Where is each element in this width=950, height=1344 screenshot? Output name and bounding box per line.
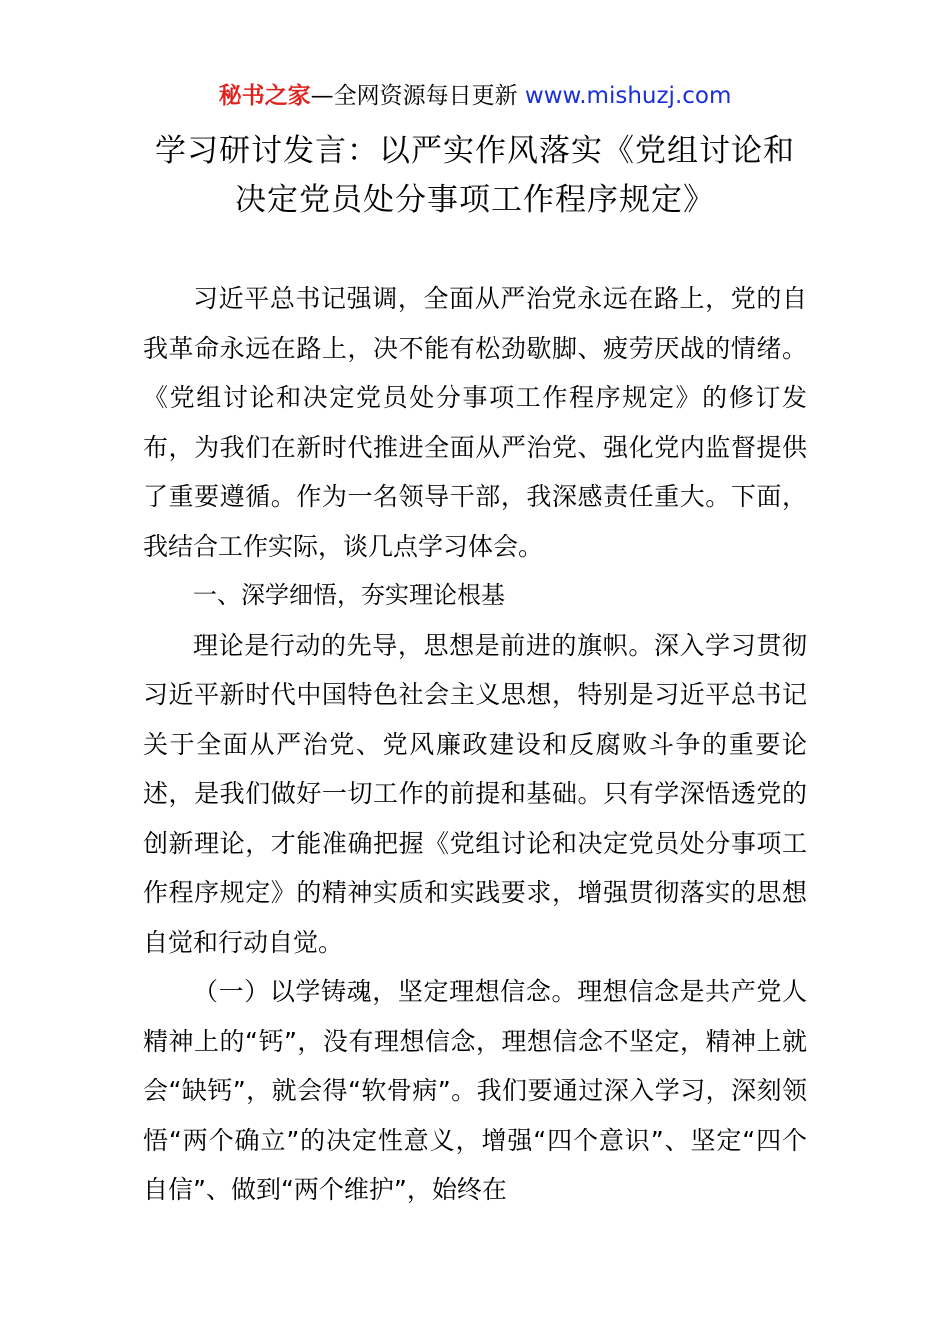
section-heading-1: 一、深学细悟，夯实理论根基 <box>193 581 505 609</box>
site-header <box>0 80 950 112</box>
intro-paragraph: 习近平总书记强调，全面从严治党永远在路上，党的自我革命永远在路上，决不能有松劲歇脚、疲劳厌战的情绪。《党组讨论和决定党员处分事项工作程序规定》的修订发布，为我们在新时代推进全面从严治党、强化党内监督提供了重要遵循。作为一名领导干部，我深感责任重大。下面，我结合工作实际，谈几点学习体会。 <box>143 284 807 561</box>
title-line-1: 学习研讨发言：以严实作风落实《党组讨论和 <box>155 133 795 169</box>
header-tagline: —全网资源每日更新 <box>310 83 525 109</box>
document-title <box>0 127 950 225</box>
brand-name: 秘书之家 <box>218 83 311 109</box>
section-1-paragraph: 理论是行动的先导，思想是前进的旗帜。深入学习贯彻习近平新时代中国特色社会主义思想，特别是习近平总书记关于全面从严治党、党风廉政建设和反腐败斗争的重要论述，是我们做好一切工作的前提和基础。只有学深悟透党的创新理论，才能准确把握《党组讨论和决定党员处分事项工作程序规定》的精神实质和实践要求，增强贯彻落实的思想自觉和行动自觉。 <box>143 630 807 957</box>
subsection-1-paragraph: （一）以学铸魂，坚定理想信念。理想信念是共产党人精神上的“钙”，没有理想信念，理想信念不坚定，精神上就会“缺钙”，就会得“软骨病”。我们要通过深入学习，深刻领悟“两个确立”的决定性意义，增强“四个意识”、坚定“四个自信”、做到“两个维护”，始终在 <box>143 977 807 1204</box>
site-url-link[interactable]: www.mishuzj.com <box>524 83 732 109</box>
title-line-2: 决定党员处分事项工作程序规定》 <box>235 182 715 218</box>
document-body <box>143 274 807 1215</box>
